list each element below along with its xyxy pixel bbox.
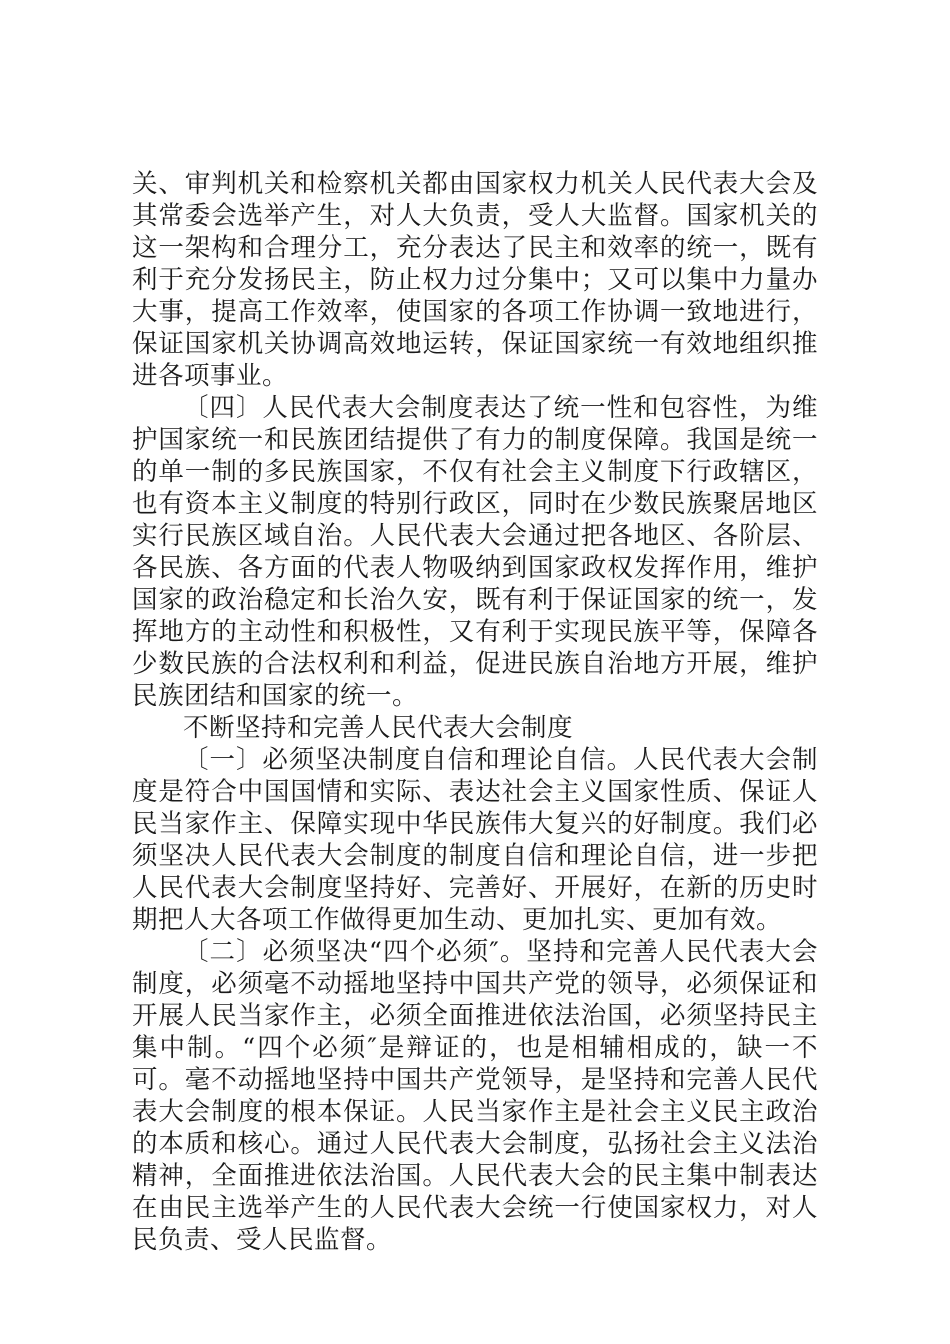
- paragraph-item-two: 〔二〕必须坚决“四个必须″。坚持和完善人民代表大会制度，必须毫不动摇地坚持中国共产党的领导，必须保证和开展人民当家作主，必须全面推进依法治国，必须坚持民主集中制。“四个必须″是辩证的，也是相辅相成的，缺一不可。毫不动摇地坚持中国共产党领导，是坚持和完善人民代表大会制度的根本保证。人民当家作主是社会主义民主政治的本质和核心。通过人民代表大会制度，弘扬社会主义法治精神，全面推进依法治国。人民代表大会的民主集中制表达在由民主选举产生的人民代表大会统一行使国家权力，对人民负责、受人民监督。: [132, 937, 818, 1255]
- document-body: [132, 168, 818, 1256]
- section-heading: 不断坚持和完善人民代表大会制度: [183, 713, 574, 743]
- paragraph-section-four: 〔四〕人民代表大会制度表达了统一性和包容性，为维护国家统一和民族团结提供了有力的制度保障。我国是统一的单一制的多民族国家，不仅有社会主义制度下行政辖区，也有资本主义制度的特别行政区，同时在少数民族聚居地区实行民族区域自治。人民代表大会通过把各地区、各阶层、各民族、各方面的代表人物吸纳到国家政权发挥作用，维护国家的政治稳定和长治久安，既有利于保证国家的统一，发挥地方的主动性和积极性，又有利于实现民族平等，保障各少数民族的合法权利和利益，促进民族自治地方开展，维护民族团结和国家的统一。: [132, 393, 818, 711]
- paragraph-item-one: 〔一〕必须坚决制度自信和理论自信。人民代表大会制度是符合中国国情和实际、表达社会主义国家性质、保证人民当家作主、保障实现中华民族伟大复兴的好制度。我们必须坚决人民代表大会制度的制度自信和理论自信，进一步把人民代表大会制度坚持好、完善好、开展好，在新的历史时期把人大各项工作做得更加生动、更加扎实、更加有效。: [132, 745, 818, 935]
- paragraph-continued: 关、审判机关和检察机关都由国家权力机关人民代表大会及其常委会选举产生，对人大负责，受人大监督。国家机关的这一架构和合理分工，充分表达了民主和效率的统一，既有利于充分发扬民主，防止权力过分集中；又可以集中力量办大事，提高工作效率，使国家的各项工作协调一致地进行，保证国家机关协调高效地运转，保证国家统一有效地组织推进各项事业。: [132, 169, 818, 391]
